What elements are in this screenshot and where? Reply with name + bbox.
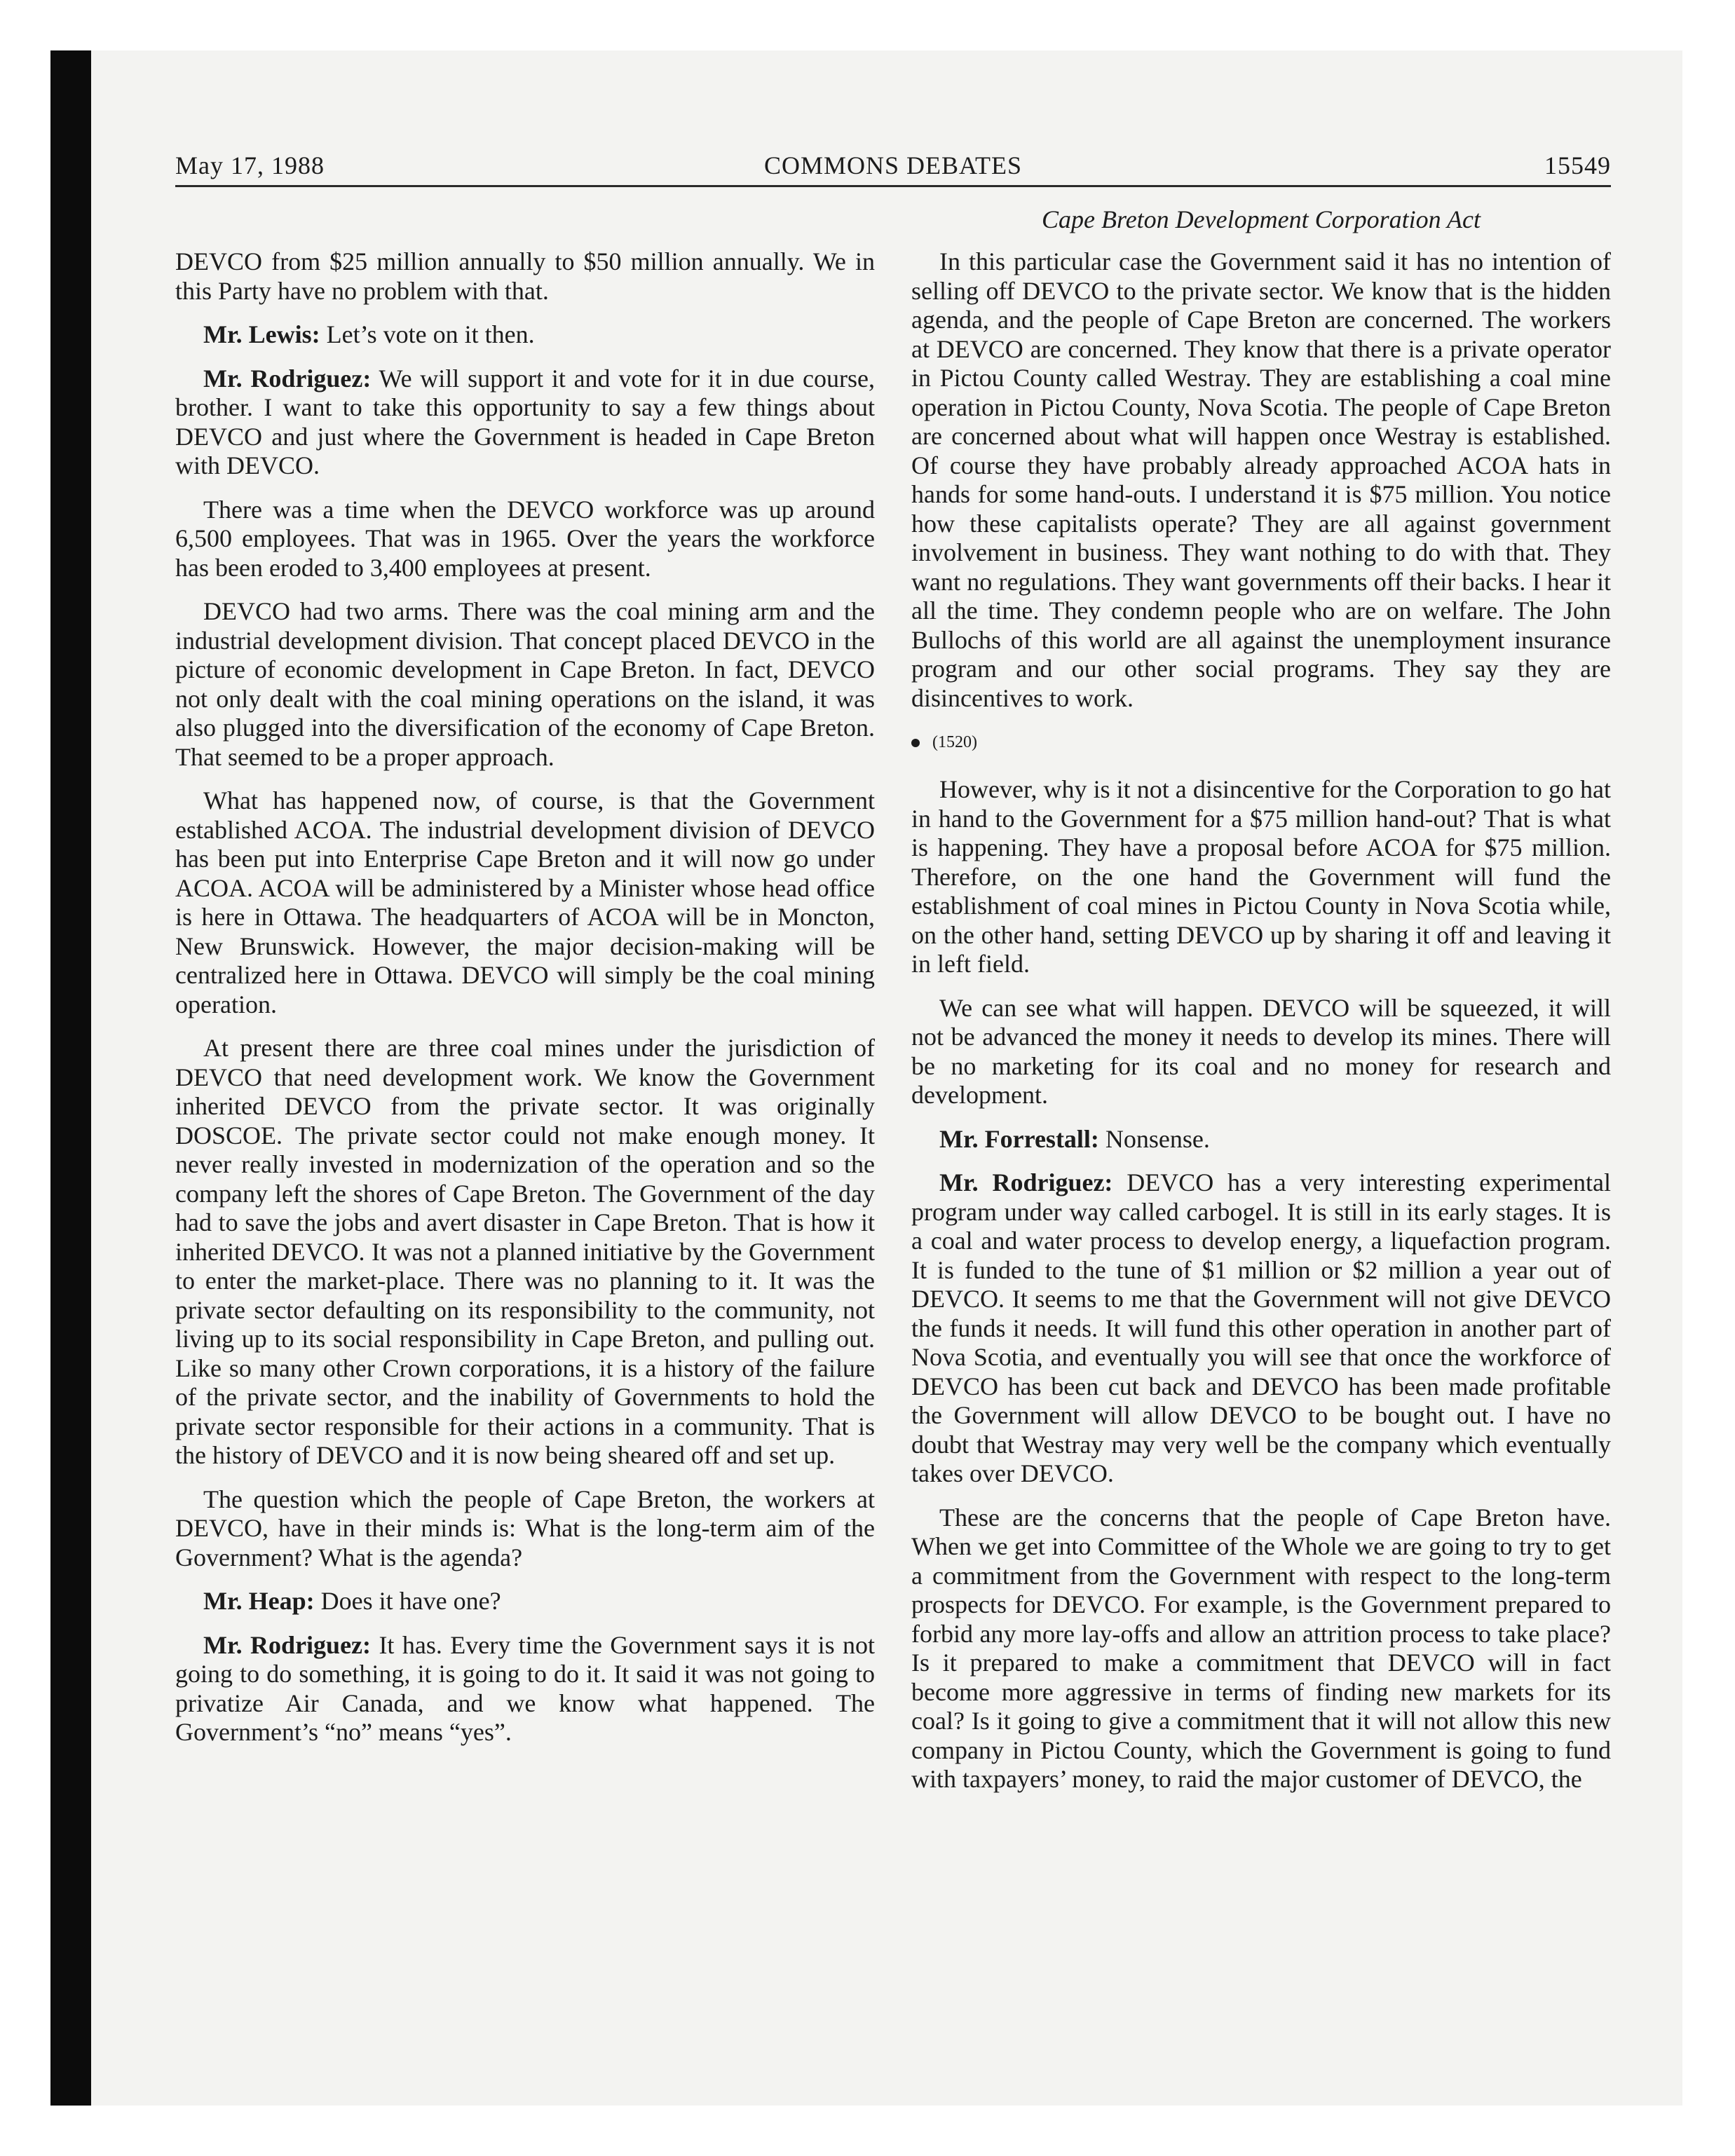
paragraph-text: The question which the people of Cape Breton, the workers at DEVCO, have in their minds is: What is the long-term aim of the Government? What is the agenda? — [175, 1485, 875, 1571]
speaker-name: Mr. Rodriguez: — [939, 1168, 1113, 1196]
paragraph-text: In this particular case the Government said it has no intention of selling off DEVCO to the private sector. We know that is the hidden agenda, and the people of Cape Breton are concerned. The workers at DEVCO are concerned. They know that there is a private operator in Pictou County called Westray. They are establishing a coal mine operation in Pictou County, Nova Scotia. The people of Cape Breton are concerned about what will happen once Westray is established. Of course they have probably already approached ACOA hats in hands for some hand-outs. I understand it is $75 million. You notice how these capitalists operate? They are all against government involvement in business. They want nothing to do with that. They want no regulations. They want governments off their backs. I hear it all the time. They condemn people who are on welfare. The John Bullochs of this world are all against the unemployment insurance program and our other social programs. They say they are disincentives to work. — [911, 247, 1611, 712]
paragraph — [175, 320, 875, 350]
paragraph-text: DEVCO has a very interesting experimental program under way called carbogel. It is still in its early stages. It is a coal and water process to develop energy, a liquefaction program. It is funded to the tune of $1 million or $2 million a year out of DEVCO. It seems to me that the Government will not give DEVCO the funds it needs. It will fund this other operation in another part of Nova Scotia, and eventually you will see that once the workforce of DEVCO has been cut back and DEVCO has been made profitable the Government will allow DEVCO to be bought out. I have no doubt that Westray may very well be the company which eventually takes over DEVCO. — [911, 1168, 1611, 1487]
paragraph — [175, 786, 875, 1019]
speaker-name: Mr. Forrestall: — [939, 1124, 1099, 1153]
paragraph-text: These are the concerns that the people of Cape Breton have. When we get into Committee of the Whole we are going to try to get a commitment from the Government with respect to the long-term prospects for DEVCO. For example, is the Government prepared to forbid any more lay-offs and allow an attrition process to take place? Is it prepared to make a commitment that DEVCO will in fact become more aggressive in terms of finding new markets for its coal? Is it going to give a commitment that it will not allow this new company in Pictou County, which the Government is going to fund with taxpayers’ money, to raid the major customer of DEVCO, the — [911, 1503, 1611, 1793]
paragraph — [911, 247, 1611, 713]
speaker-name: Mr. Rodriguez: — [203, 364, 372, 393]
time-marker-text: (1520) — [932, 733, 977, 751]
header-rule — [175, 185, 1611, 187]
paragraph — [911, 775, 1611, 979]
speaker-name: Mr. Rodriguez: — [203, 1630, 372, 1659]
paragraph-text: Nonsense. — [1098, 1124, 1210, 1153]
right-column — [911, 247, 1611, 1809]
speaker-name: Mr. Heap: — [203, 1587, 315, 1615]
paragraph — [175, 597, 875, 772]
paragraph-text: Let’s vote on it then. — [320, 320, 535, 348]
paragraph — [175, 1631, 875, 1747]
paragraph — [175, 1485, 875, 1573]
paragraph-text: What has happened now, of course, is that the Government established ACOA. The industrial development division of DEVCO has been put into Enterprise Cape Breton and it will now go under ACOA. ACOA will be administered by a Minister whose head office is here in Ottawa. The headquarters of ACOA will be in Moncton, New Brunswick. However, the major decision-making will be centralized here in Ottawa. DEVCO will simply be the coal mining operation. — [175, 786, 875, 1018]
paragraph-text: It has. Every time the Government says it is not going to do something, it is going to do it. It said it was not going to privatize Air Canada, and we know what happened. The Government’s “no” means “yes”. — [175, 1630, 875, 1746]
paragraph-text: DEVCO from $25 million annually to $50 million annually. We in this Party have no problem with that. — [175, 247, 875, 305]
paragraph-text: There was a time when the DEVCO workforce was up around 6,500 employees. That was in 1965. Over the years the workforce has been eroded to 3,400 employees at present. — [175, 495, 875, 582]
paragraph — [911, 1503, 1611, 1794]
running-header — [175, 151, 1611, 186]
paragraph — [175, 1587, 875, 1616]
time-marker — [911, 728, 1611, 757]
paragraph-text: DEVCO had two arms. There was the coal mining arm and the industrial development division. That concept placed DEVCO in the picture of economic development in Cape Breton. In fact, DEVCO not only dealt with the coal mining operations on the island, it was also plugged into the diversification of the economy of Cape Breton. That seemed to be a proper approach. — [175, 597, 875, 771]
scan-binding-edge — [50, 50, 91, 2106]
header-date: May 17, 1988 — [175, 151, 325, 179]
paragraph — [911, 1125, 1611, 1154]
paragraph — [911, 994, 1611, 1110]
paragraph — [911, 1168, 1611, 1489]
left-column — [175, 247, 875, 1762]
bullet-icon — [911, 739, 920, 747]
paragraph — [175, 364, 875, 481]
paragraph-text: Does it have one? — [314, 1587, 501, 1615]
header-title: COMMONS DEBATES — [763, 151, 1023, 179]
paragraph — [175, 247, 875, 306]
paragraph — [175, 1034, 875, 1471]
paragraph — [175, 496, 875, 583]
paragraph-text: At present there are three coal mines under the jurisdiction of DEVCO that need development work. We know the Government inherited DEVCO from the private sector. It was originally DOSCOE. The private sector could not make enough money. It never really invested in modernization of the operation and so the company left the shores of Cape Breton. The Government of the day had to save the jobs and avert disaster in Cape Breton. That is how it inherited DEVCO. It was not a planned initiative by the Government to enter the market-place. There was no planning to it. It was the private sector defaulting on its responsibility to the community, not living up to its social responsibility in Cape Breton, and pulling out. Like so many other Crown corporations, it is a history of the failure of the private sector, and the inability of Governments to hold the private sector responsible for their actions in a community. That is the history of DEVCO and it is now being sheared off and set up. — [175, 1034, 875, 1469]
section-heading: Cape Breton Development Corporation Act — [1042, 205, 1481, 233]
speaker-name: Mr. Lewis: — [203, 320, 320, 348]
paragraph-text: We can see what will happen. DEVCO will be squeezed, it will not be advanced the money it needs to develop its mines. There will be no marketing for its coal and no money for research and development. — [911, 993, 1611, 1109]
paragraph-text: However, why is it not a disincentive for the Corporation to go hat in hand to the Government for a $75 million hand-out? That is what is happening. They have a proposal before ACOA for $75 million. Therefore, on the one hand the Government will fund the establishment of coal mines in Pictou County in Nova Scotia while, on the other hand, setting DEVCO up by sharing it off and leaving it in left field. — [911, 775, 1611, 978]
paragraph-text: We will support it and vote for it in due course, brother. I want to take this opportunity to say a few things about DEVCO and just where the Government is headed in Cape Breton with DEVCO. — [175, 364, 875, 479]
header-page-number: 15549 — [1544, 151, 1611, 179]
